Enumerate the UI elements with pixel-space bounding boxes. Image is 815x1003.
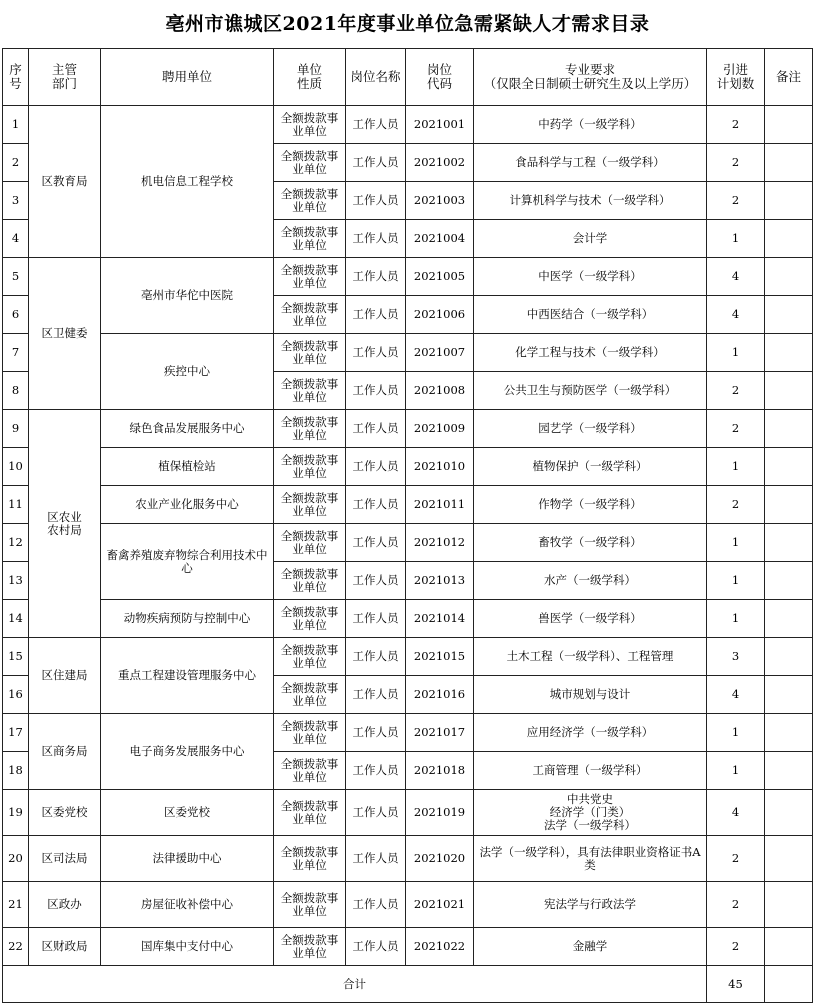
code-cell: 2021013 [406,562,474,600]
code-cell: 2021004 [406,220,474,258]
major-cell: 会计学 [474,220,707,258]
major-cell: 中共党史 经济学（门类） 法学（一级学科） [474,790,707,836]
seq-cell: 22 [3,928,29,966]
unit-cell: 绿色食品发展服务中心 [101,410,274,448]
header-plan [707,49,765,106]
seq-cell: 10 [3,448,29,486]
plan-cell: 2 [707,928,765,966]
table-row [3,790,813,836]
table-row [3,714,813,752]
code-cell: 2021020 [406,836,474,882]
nature-cell: 全额拨款事业单位 [274,258,346,296]
unit-cell: 动物疾病预防与控制中心 [101,600,274,638]
major-cell: 城市规划与设计 [474,676,707,714]
nature-cell: 全额拨款事业单位 [274,448,346,486]
unit-cell: 区委党校 [101,790,274,836]
plan-cell: 2 [707,836,765,882]
seq-cell: 11 [3,486,29,524]
post-cell: 工作人员 [346,486,406,524]
seq-cell: 15 [3,638,29,676]
nature-cell: 全额拨款事业单位 [274,486,346,524]
code-cell: 2021012 [406,524,474,562]
seq-cell: 3 [3,182,29,220]
post-cell: 工作人员 [346,410,406,448]
header-post [346,49,406,106]
header-major-label: 专业要求 （仅限全日制硕士研究生及以上学历） [483,62,697,91]
major-cell: 中医学（一级学科） [474,258,707,296]
seq-cell: 20 [3,836,29,882]
post-cell: 工作人员 [346,882,406,928]
unit-cell: 畜禽养殖废弃物综合利用技术中心 [101,524,274,600]
nature-cell: 全额拨款事业单位 [274,676,346,714]
unit-cell: 法律援助中心 [101,836,274,882]
plan-cell: 1 [707,220,765,258]
post-cell: 工作人员 [346,790,406,836]
code-cell: 2021011 [406,486,474,524]
page-title: 亳州市谯城区2021年度事业单位急需紧缺人才需求目录 [165,13,650,35]
seq-cell: 4 [3,220,29,258]
remark-cell [765,714,813,752]
dept-cell: 区司法局 [29,836,101,882]
post-cell: 工作人员 [346,144,406,182]
plan-cell: 1 [707,562,765,600]
seq-cell: 9 [3,410,29,448]
code-cell: 2021022 [406,928,474,966]
header-nature-label: 单位 性质 [296,62,322,91]
code-cell: 2021003 [406,182,474,220]
major-cell: 中药学（一级学科） [474,106,707,144]
unit-cell: 重点工程建设管理服务中心 [101,638,274,714]
nature-cell: 全额拨款事业单位 [274,524,346,562]
post-cell: 工作人员 [346,836,406,882]
remark-cell [765,334,813,372]
header-unit-label: 聘用单位 [161,69,212,84]
remark-cell [765,106,813,144]
code-cell: 2021001 [406,106,474,144]
post-cell: 工作人员 [346,182,406,220]
header-major [474,49,707,106]
seq-cell: 7 [3,334,29,372]
table-row [3,448,813,486]
major-cell: 兽医学（一级学科） [474,600,707,638]
remark-cell [765,752,813,790]
post-cell: 工作人员 [346,372,406,410]
major-cell: 水产（一级学科） [474,562,707,600]
post-cell: 工作人员 [346,296,406,334]
seq-cell: 18 [3,752,29,790]
nature-cell: 全额拨款事业单位 [274,334,346,372]
major-cell: 食品科学与工程（一级学科） [474,144,707,182]
plan-cell: 1 [707,334,765,372]
plan-cell: 1 [707,714,765,752]
dept-cell: 区卫健委 [29,258,101,410]
nature-cell: 全额拨款事业单位 [274,638,346,676]
plan-cell: 1 [707,524,765,562]
remark-cell [765,144,813,182]
seq-cell: 13 [3,562,29,600]
requirements-table [2,48,813,1003]
total-remark [765,966,813,1003]
seq-cell: 21 [3,882,29,928]
code-cell: 2021021 [406,882,474,928]
table-row [3,486,813,524]
header-remark [765,49,813,106]
remark-cell [765,182,813,220]
seq-cell: 19 [3,790,29,836]
plan-cell: 1 [707,752,765,790]
table-row [3,638,813,676]
dept-cell: 区委党校 [29,790,101,836]
remark-cell [765,524,813,562]
remark-cell [765,448,813,486]
header-dept [29,49,101,106]
remark-cell [765,928,813,966]
table-row [3,600,813,638]
plan-cell: 2 [707,106,765,144]
nature-cell: 全额拨款事业单位 [274,790,346,836]
seq-cell: 6 [3,296,29,334]
remark-cell [765,410,813,448]
code-cell: 2021010 [406,448,474,486]
dept-cell: 区教育局 [29,106,101,258]
major-cell: 法学（一级学科），具有法律职业资格证书A类 [474,836,707,882]
total-label: 合计 [3,966,707,1003]
code-cell: 2021005 [406,258,474,296]
code-cell: 2021017 [406,714,474,752]
unit-cell: 国库集中支付中心 [101,928,274,966]
dept-cell: 区政办 [29,882,101,928]
remark-cell [765,486,813,524]
header-code-label: 岗位 代码 [426,62,452,91]
code-cell: 2021008 [406,372,474,410]
remark-cell [765,676,813,714]
plan-cell: 4 [707,258,765,296]
remark-cell [765,220,813,258]
nature-cell: 全额拨款事业单位 [274,928,346,966]
remark-cell [765,600,813,638]
post-cell: 工作人员 [346,928,406,966]
plan-cell: 4 [707,790,765,836]
code-cell: 2021006 [406,296,474,334]
table-row [3,106,813,144]
header-code [406,49,474,106]
table-body [3,106,813,1003]
seq-cell: 17 [3,714,29,752]
header-seq-label: 序 号 [9,62,22,91]
remark-cell [765,296,813,334]
unit-cell: 农业产业化服务中心 [101,486,274,524]
post-cell: 工作人员 [346,220,406,258]
major-cell: 植物保护（一级学科） [474,448,707,486]
table-row [3,836,813,882]
plan-cell: 1 [707,448,765,486]
seq-cell: 16 [3,676,29,714]
post-cell: 工作人员 [346,106,406,144]
nature-cell: 全额拨款事业单位 [274,220,346,258]
code-cell: 2021007 [406,334,474,372]
plan-cell: 2 [707,144,765,182]
unit-cell: 电子商务发展服务中心 [101,714,274,790]
unit-cell: 亳州市华佗中医院 [101,258,274,334]
nature-cell: 全额拨款事业单位 [274,182,346,220]
major-cell: 工商管理（一级学科） [474,752,707,790]
seq-cell: 1 [3,106,29,144]
header-remark-label: 备注 [775,69,801,84]
seq-cell: 2 [3,144,29,182]
table-row [3,928,813,966]
remark-cell [765,638,813,676]
post-cell: 工作人员 [346,638,406,676]
plan-cell: 2 [707,882,765,928]
major-cell: 计算机科学与技术（一级学科） [474,182,707,220]
nature-cell: 全额拨款事业单位 [274,372,346,410]
major-cell: 作物学（一级学科） [474,486,707,524]
post-cell: 工作人员 [346,752,406,790]
nature-cell: 全额拨款事业单位 [274,410,346,448]
remark-cell [765,562,813,600]
plan-cell: 1 [707,600,765,638]
major-cell: 公共卫生与预防医学（一级学科） [474,372,707,410]
plan-cell: 4 [707,676,765,714]
header-unit [101,49,274,106]
post-cell: 工作人员 [346,258,406,296]
nature-cell: 全额拨款事业单位 [274,296,346,334]
nature-cell: 全额拨款事业单位 [274,600,346,638]
dept-cell: 区农业 农村局 [29,410,101,638]
post-cell: 工作人员 [346,524,406,562]
post-cell: 工作人员 [346,714,406,752]
nature-cell: 全额拨款事业单位 [274,144,346,182]
dept-cell: 区住建局 [29,638,101,714]
plan-cell: 2 [707,410,765,448]
code-cell: 2021018 [406,752,474,790]
code-cell: 2021002 [406,144,474,182]
nature-cell: 全额拨款事业单位 [274,106,346,144]
nature-cell: 全额拨款事业单位 [274,714,346,752]
table-row [3,882,813,928]
total-value: 45 [707,966,765,1003]
header-plan-label: 引进 计划数 [716,62,755,91]
major-cell: 畜牧学（一级学科） [474,524,707,562]
remark-cell [765,882,813,928]
major-cell: 宪法学与行政法学 [474,882,707,928]
unit-cell: 房屋征收补偿中心 [101,882,274,928]
plan-cell: 2 [707,182,765,220]
table-row [3,524,813,562]
code-cell: 2021009 [406,410,474,448]
seq-cell: 12 [3,524,29,562]
header-dept-label: 主管 部门 [51,62,77,91]
code-cell: 2021019 [406,790,474,836]
table-row [3,410,813,448]
remark-cell [765,790,813,836]
post-cell: 工作人员 [346,676,406,714]
header-nature [274,49,346,106]
table-row [3,258,813,296]
plan-cell: 2 [707,372,765,410]
plan-cell: 2 [707,486,765,524]
unit-cell: 疾控中心 [101,334,274,410]
total-row [3,966,813,1003]
plan-cell: 3 [707,638,765,676]
unit-cell: 植保植检站 [101,448,274,486]
header-post-label: 岗位名称 [350,69,401,84]
nature-cell: 全额拨款事业单位 [274,882,346,928]
remark-cell [765,836,813,882]
dept-cell: 区财政局 [29,928,101,966]
nature-cell: 全额拨款事业单位 [274,562,346,600]
seq-cell: 14 [3,600,29,638]
major-cell: 应用经济学（一级学科） [474,714,707,752]
major-cell: 中西医结合（一级学科） [474,296,707,334]
table-row [3,334,813,372]
post-cell: 工作人员 [346,448,406,486]
plan-cell: 4 [707,296,765,334]
header-row [3,49,813,106]
remark-cell [765,258,813,296]
major-cell: 金融学 [474,928,707,966]
nature-cell: 全额拨款事业单位 [274,836,346,882]
post-cell: 工作人员 [346,334,406,372]
code-cell: 2021016 [406,676,474,714]
post-cell: 工作人员 [346,600,406,638]
remark-cell [765,372,813,410]
code-cell: 2021014 [406,600,474,638]
unit-cell: 机电信息工程学校 [101,106,274,258]
post-cell: 工作人员 [346,562,406,600]
major-cell: 园艺学（一级学科） [474,410,707,448]
major-cell: 土木工程（一级学科）、工程管理 [474,638,707,676]
dept-cell: 区商务局 [29,714,101,790]
nature-cell: 全额拨款事业单位 [274,752,346,790]
header-seq [3,49,29,106]
major-cell: 化学工程与技术（一级学科） [474,334,707,372]
seq-cell: 5 [3,258,29,296]
code-cell: 2021015 [406,638,474,676]
seq-cell: 8 [3,372,29,410]
